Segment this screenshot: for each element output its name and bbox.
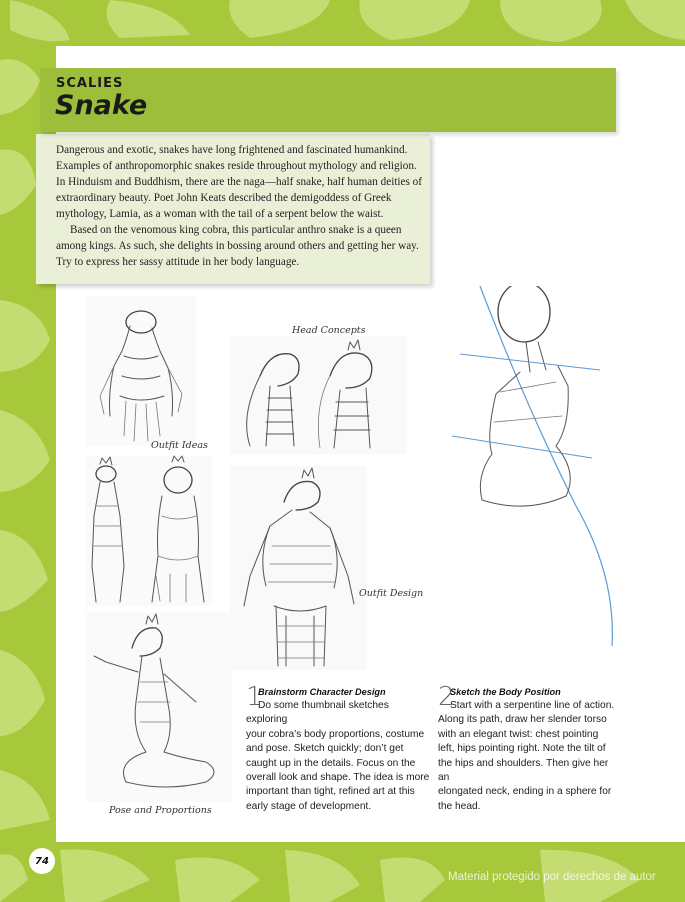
- caption-outfit-ideas: Outfit Ideas: [151, 440, 208, 451]
- caption-outfit-design: Outfit Design: [359, 588, 424, 599]
- step-2: [438, 682, 618, 812]
- outfit-sketch-figure: [86, 296, 196, 446]
- page-title: Snake: [55, 90, 148, 121]
- step-1-line: early stage of development.: [246, 800, 372, 812]
- step-2-line: with an elegant twist: chest pointing: [438, 728, 599, 740]
- copyright-watermark: Material protegido por derechos de autor: [448, 871, 656, 883]
- step-2-body: [438, 699, 618, 814]
- step-2-line: Start with a serpentine line of action.: [450, 700, 615, 711]
- outfit-design-sketch: [230, 466, 366, 670]
- step-2-line: the hips and shoulders. Then give her an: [438, 757, 609, 784]
- title-band: [40, 68, 616, 132]
- step-1-line: caught up in the details. Focus on the: [246, 757, 416, 769]
- intro-paragraph: Based on the venomous king cobra, this particular anthro snake is a queen among kings. As such, she delights in bossing around others and getting her way. Try to express her sassy attitude in her body language.: [56, 224, 419, 268]
- intro-text: [56, 142, 422, 270]
- step-1-line: important than tight, refined art at this: [246, 786, 415, 798]
- step-1: [246, 682, 432, 812]
- step-1-line: your cobra’s body proportions, costume: [246, 728, 425, 740]
- step-2-number: 2: [438, 682, 455, 712]
- step-1-number: 1: [246, 682, 263, 712]
- step-2-line: Along its path, draw her slender torso: [438, 714, 607, 726]
- step-2-line: left, hips pointing right. Note the tilt of: [438, 743, 606, 755]
- step-1-line: Do some thumbnail sketches exploring: [246, 700, 389, 726]
- step-1-line: overall look and shape. The idea is more: [246, 772, 430, 784]
- page-number: 74: [29, 848, 55, 874]
- outfit-front-back-sketch: [86, 456, 212, 606]
- step-1-body: [246, 699, 432, 814]
- caption-pose-proportions: Pose and Proportions: [109, 805, 212, 816]
- step-2-title: Sketch the Body Position: [450, 687, 561, 697]
- pose-proportions-sketch: [86, 612, 232, 802]
- step-2-line: the head.: [438, 800, 481, 812]
- step-1-title: Brainstorm Character Design: [258, 687, 386, 697]
- head-concept-sketch: [230, 336, 406, 454]
- body-position-sketch: [452, 286, 612, 646]
- caption-head-concepts: Head Concepts: [292, 325, 366, 336]
- intro-box: [36, 134, 430, 284]
- intro-paragraph: Dangerous and exotic, snakes have long frightened and fascinated humankind. Examples of anthropomorphic snakes reside throughout mythology and religion. In Hinduism and Buddhism, there are the naga—half snake, half human deities of extraordinary beauty. Poet John Keats described the demigoddess of Greek mythology, Lamia, as a woman with the tail of a serpent below the waist.: [56, 144, 422, 220]
- step-2-line: elongated neck, ending in a sphere for: [438, 786, 612, 798]
- section-label: SCALIES: [56, 76, 124, 91]
- step-1-line: and pose. Sketch quickly; don’t get: [246, 743, 404, 755]
